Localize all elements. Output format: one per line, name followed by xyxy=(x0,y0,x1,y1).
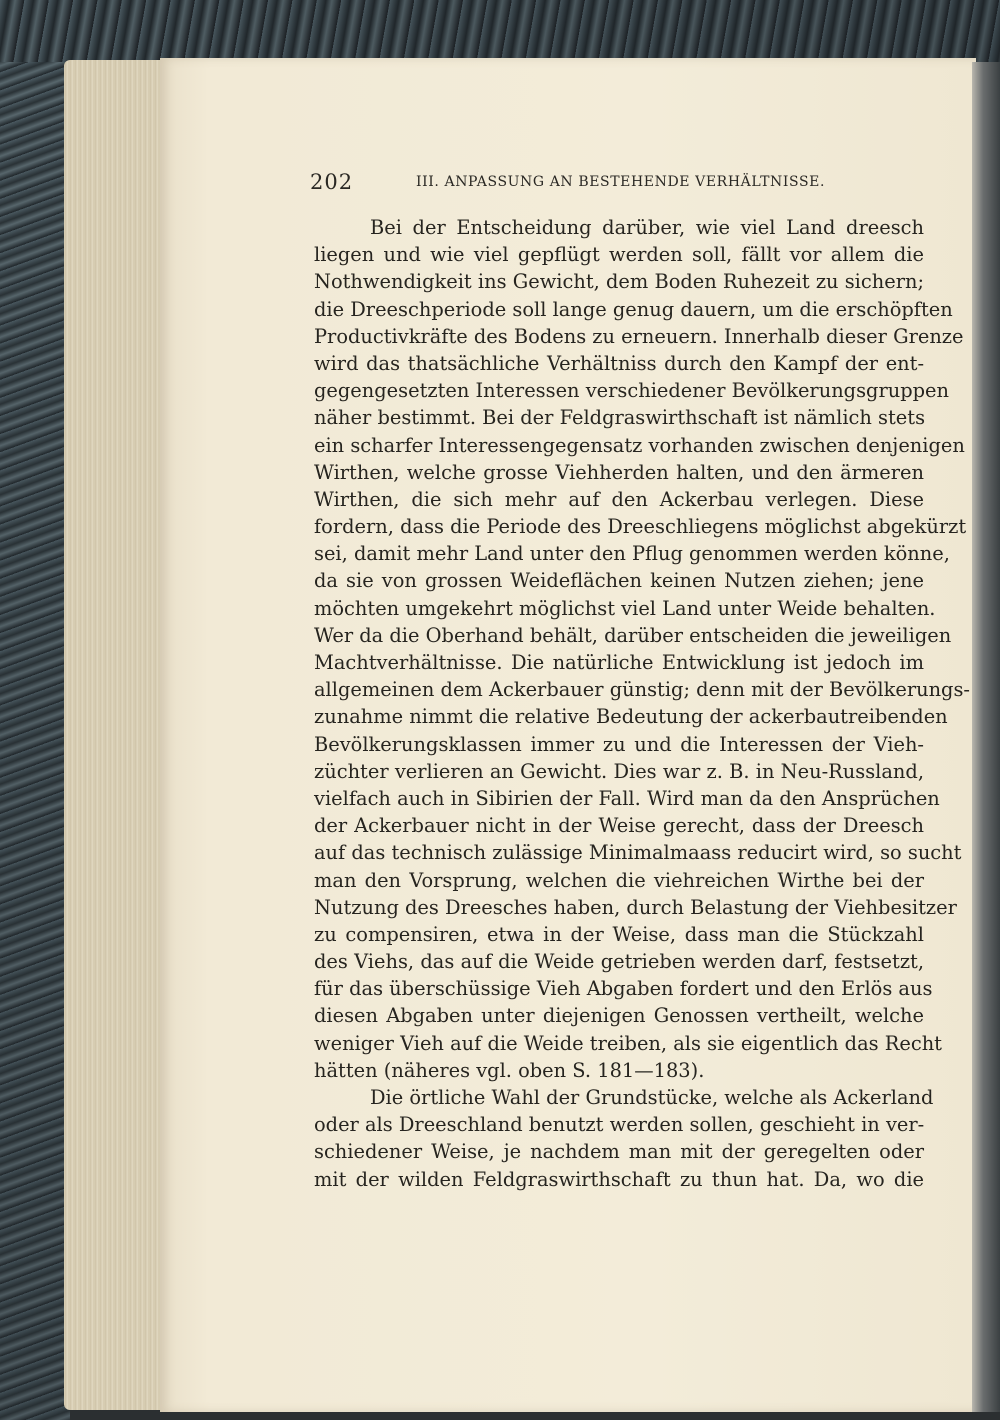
text-line: mit der wilden Feldgraswirthschaft zu thun hat. Da, wo die xyxy=(314,1167,924,1191)
page-header xyxy=(310,170,924,196)
book-cover-left xyxy=(0,0,70,1420)
page-number: 202 xyxy=(310,170,354,194)
text-line: Wer da die Oberhand behält, darüber entscheiden die jeweiligen xyxy=(314,623,952,647)
text-line: weniger Vieh auf die Weide treiben, als sie eigentlich das Recht xyxy=(314,1031,942,1055)
book-cover-top xyxy=(0,0,1000,62)
text-line: Wirthen, welche grosse Viehherden halten, und den ärmeren xyxy=(314,460,924,484)
text-line: des Viehs, das auf die Weide getrieben werden darf, festsetzt, xyxy=(314,950,924,974)
text-line: sei, damit mehr Land unter den Pflug genommen werden könne, xyxy=(314,542,950,566)
text-line: wird das thatsächliche Verhältniss durch den Kampf der ent- xyxy=(314,351,924,375)
text-line: Productivkräfte des Bodens zu erneuern. Innerhalb dieser Grenze xyxy=(314,324,964,348)
text-line: oder als Dreeschland benutzt werden sollen, geschieht in ver- xyxy=(314,1113,925,1137)
text-line: auf das technisch zulässige Minimalmaass reducirt wird, so sucht xyxy=(314,841,962,865)
text-line: die Dreeschperiode soll lange genug dauern, um die erschöpften xyxy=(314,297,953,321)
body-text xyxy=(314,214,970,1193)
text-line: da sie von grossen Weideflächen keinen Nutzen ziehen; jene xyxy=(314,569,924,593)
text-line: der Ackerbauer nicht in der Weise gerecht, dass der Dreesch xyxy=(314,814,924,838)
text-line: schiedener Weise, je nachdem man mit der geregelten oder xyxy=(314,1140,924,1164)
text-line: Die örtliche Wahl der Grundstücke, welche als Ackerland xyxy=(370,1086,934,1109)
page-edges xyxy=(64,60,174,1410)
text-line: Nothwendigkeit ins Gewicht, dem Boden Ruhezeit zu sichern; xyxy=(314,270,924,294)
text-line: ein scharfer Interessengegensatz vorhanden zwischen denjenigen xyxy=(314,433,965,457)
text-line: zunahme nimmt die relative Bedeutung der ackerbautreibenden xyxy=(314,705,948,729)
text-line: Bevölkerungsklassen immer zu und die Interessen der Vieh- xyxy=(314,732,924,756)
text-line: züchter verlieren an Gewicht. Dies war z. B. in Neu-Russland, xyxy=(314,759,924,783)
text-line: man den Vorsprung, welchen die viehreichen Wirthe bei der xyxy=(314,868,924,892)
text-line: liegen und wie viel gepflügt werden soll, fällt vor allem die xyxy=(314,243,924,267)
text-line: näher bestimmt. Bei der Feldgraswirthschaft ist nämlich stets xyxy=(314,406,926,430)
running-head: III. ANPASSUNG AN BESTEHENDE VERHÄLTNISSE. xyxy=(416,174,826,190)
text-line: Wirthen, die sich mehr auf den Ackerbau verlegen. Diese xyxy=(314,487,924,511)
book-gutter-right xyxy=(972,62,1000,1412)
text-line: Nutzung des Dreesches haben, durch Belastung der Viehbesitzer xyxy=(314,895,957,919)
text-line: fordern, dass die Periode des Dreeschliegens möglichst abgekürzt xyxy=(314,515,967,539)
text-line: möchten umgekehrt möglichst viel Land unter Weide behalten. xyxy=(314,596,936,620)
text-line: gegengesetzten Interessen verschiedener Bevölkerungsgruppen xyxy=(314,379,950,403)
text-line: allgemeinen dem Ackerbauer günstig; denn mit der Bevölkerungs- xyxy=(314,678,970,702)
text-line: hätten (näheres vgl. oben S. 181—183). xyxy=(314,1058,705,1082)
text-line: Bei der Entscheidung darüber, wie viel Land dreesch xyxy=(370,216,924,239)
text-line: vielfach auch in Sibirien der Fall. Wird man da den Ansprüchen xyxy=(314,786,940,810)
text-line: für das überschüssige Vieh Abgaben fordert und den Erlös aus xyxy=(314,977,933,1001)
text-line: Machtverhältnisse. Die natürliche Entwicklung ist jedoch im xyxy=(314,651,924,674)
text-line: diesen Abgaben unter diejenigen Genossen vertheilt, welche xyxy=(314,1004,924,1028)
text-line: zu compensiren, etwa in der Weise, dass man die Stückzahl xyxy=(314,922,924,946)
